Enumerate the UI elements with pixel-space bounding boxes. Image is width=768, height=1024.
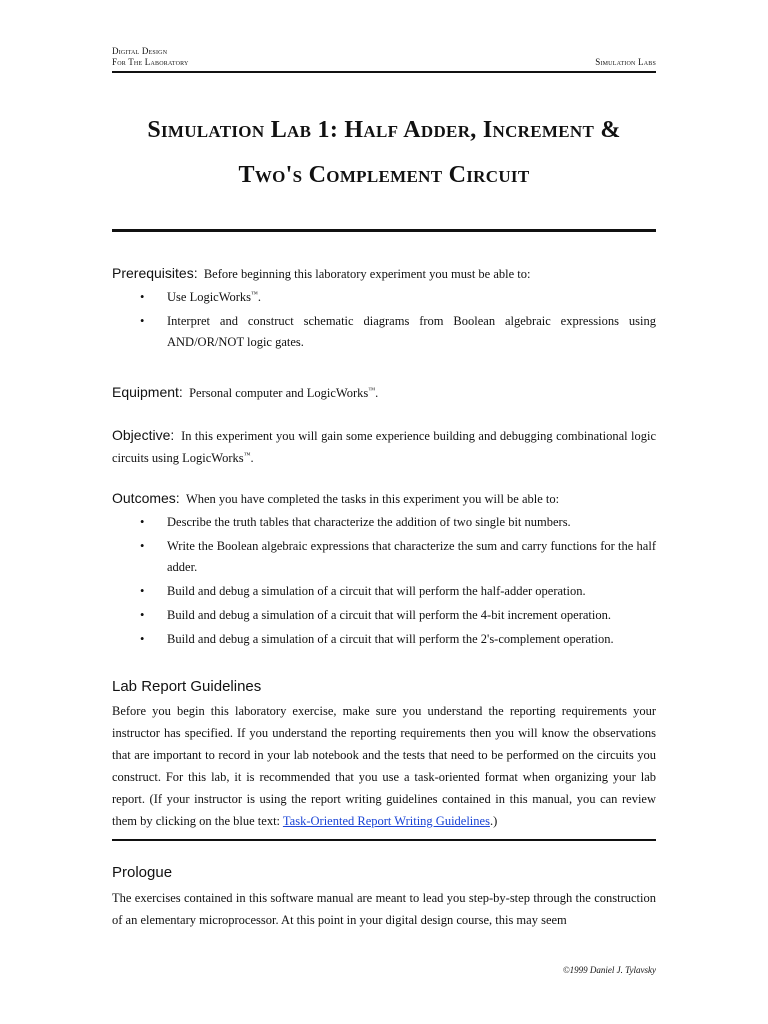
prerequisites-text: Before beginning this laboratory experiment you must be able to:	[203, 267, 531, 281]
list-item: • Interpret and construct schematic diagrams from Boolean algebraic expressions using AND/OR/NOT logic gates.	[112, 311, 656, 353]
equipment-label: Equipment:	[112, 384, 183, 400]
header-section-title: Simulation Labs	[595, 57, 656, 67]
section-rule	[112, 839, 656, 841]
objective-label: Objective:	[112, 427, 175, 443]
outcomes-label: Outcomes:	[112, 490, 180, 506]
lab-report-after-link: .)	[489, 814, 498, 828]
lab-report-text: Before you begin this laboratory exercise, make sure you understand the reporting requirements your instructor has specified. If you understand the reporting requirements then you will know the observations that are important to record in your lab notebook and the tests that need to be performed on the circuits you construct. For this lab, it is recommended that you use a task-oriented format when organizing your lab report. (If your instructor is using the report writing guidelines contained in this manual, you can review them by clicking on the blue text:	[112, 704, 656, 828]
prerequisites-label: Prerequisites:	[112, 265, 198, 281]
lab-report-paragraph	[112, 700, 656, 832]
objective-text: In this experiment you will gain some experience building and debugging combinational logic circuits using LogicWorks™.	[112, 429, 657, 465]
lab-report-heading: Lab Report Guidelines	[112, 678, 262, 695]
prerequisites-section	[112, 262, 656, 356]
prerequisites-list	[112, 287, 656, 353]
page-title-line1: Simulation Lab 1: Half Adder, Increment &	[147, 117, 621, 143]
title-rule	[112, 229, 656, 232]
prologue-paragraph: The exercises contained in this software manual are meant to lead you step-by-step through the construction of an elementary microprocessor. At this point in your digital design course, this may seem	[112, 891, 656, 927]
report-guidelines-link[interactable]: Task-Oriented Report Writing Guidelines	[282, 814, 490, 828]
prologue-heading: Prologue	[112, 864, 173, 881]
header-course-title: Digital Design	[112, 46, 168, 56]
outcomes-list	[112, 512, 656, 650]
running-header	[112, 46, 656, 68]
list-item: • Build and debug a simulation of a circuit that will perform the half-adder operation.	[112, 581, 656, 602]
page-title-line2: Two's Complement Circuit	[238, 162, 530, 188]
list-item: • Write the Boolean algebraic expressions that characterize the sum and carry functions for the half adder.	[112, 536, 656, 578]
equipment-section	[112, 381, 656, 404]
list-item: • Describe the truth tables that characterize the addition of two single bit numbers.	[112, 512, 656, 533]
objective-section	[112, 424, 656, 469]
equipment-text: Personal computer and LogicWorks™.	[189, 385, 379, 400]
list-item: • Build and debug a simulation of a circuit that will perform the 2's-complement operation.	[112, 629, 656, 650]
outcomes-text: When you have completed the tasks in this experiment you will be able to:	[185, 492, 560, 506]
copyright-footer: ©1999 Daniel J. Tylavsky	[562, 965, 656, 975]
header-course-subtitle: For The Laboratory	[112, 57, 189, 67]
list-item: • Use LogicWorks™.	[112, 287, 656, 308]
outcomes-section	[112, 487, 656, 653]
list-item: • Build and debug a simulation of a circuit that will perform the 4-bit increment operation.	[112, 605, 656, 626]
header-rule	[112, 71, 656, 73]
